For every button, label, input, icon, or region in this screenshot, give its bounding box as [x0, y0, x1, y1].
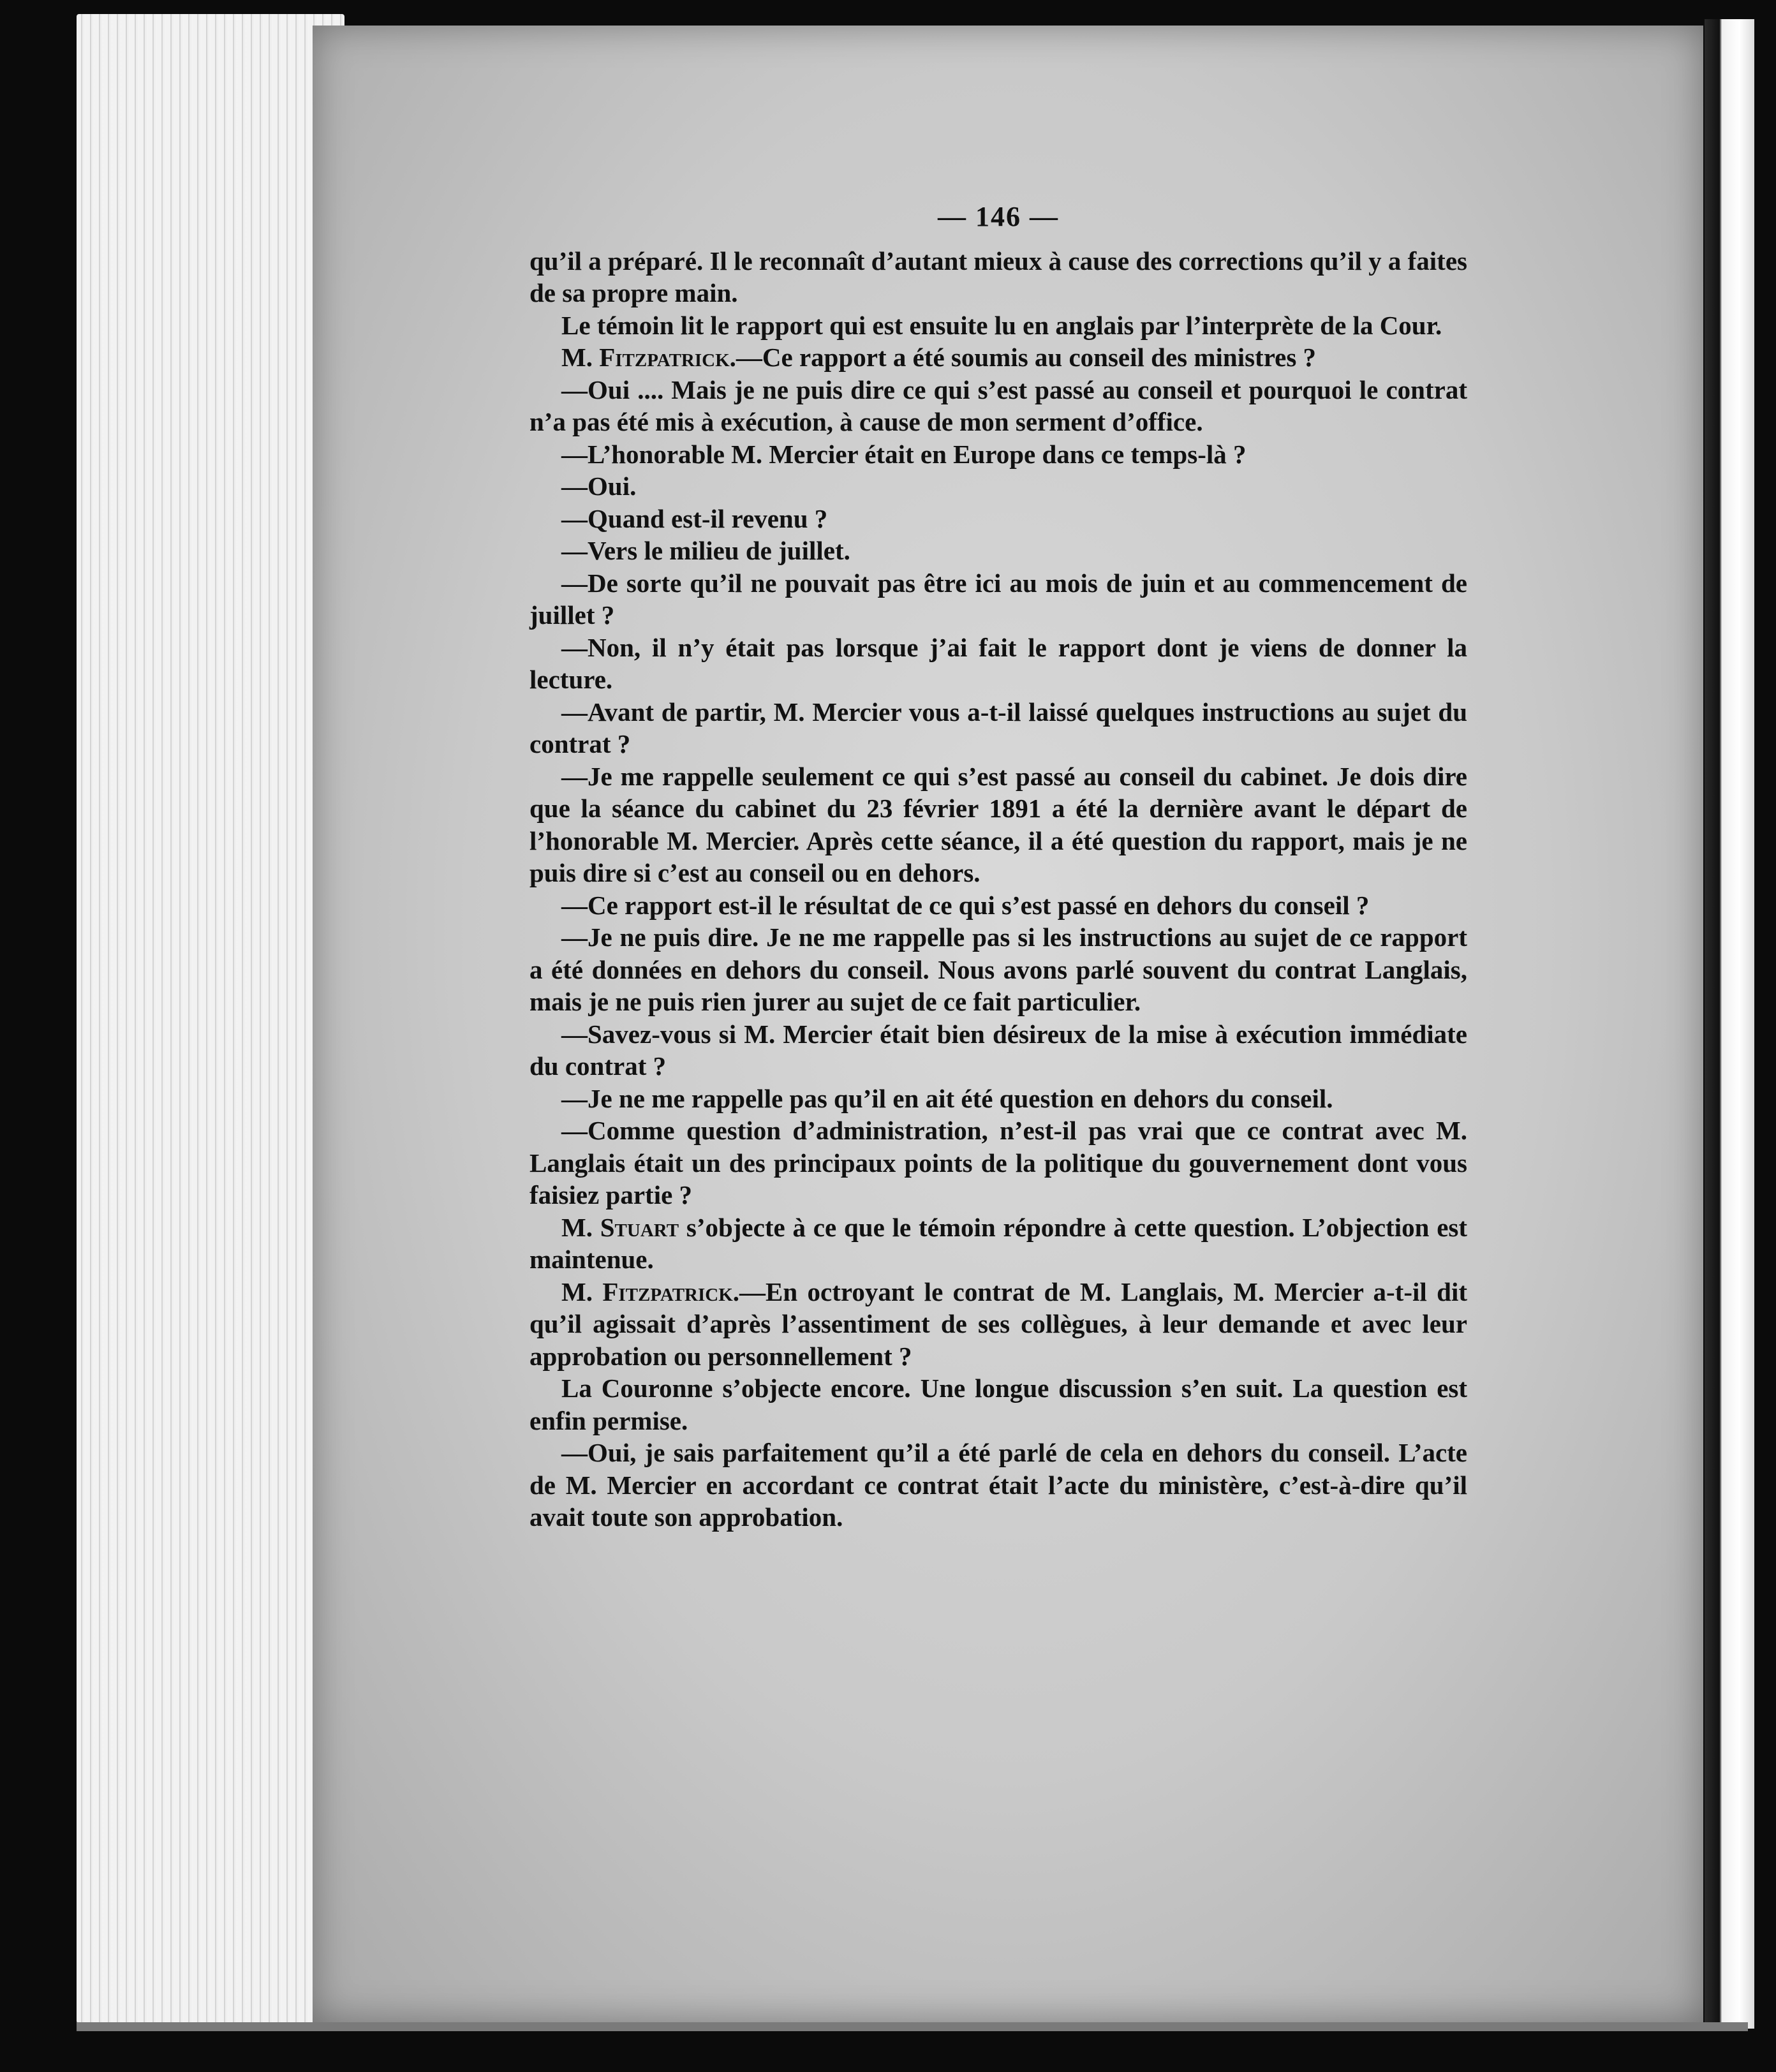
- paragraph: —Ce rapport est-il le résultat de ce qui s’est passé en dehors du conseil ?: [561, 890, 1370, 920]
- paragraph: qu’il a préparé. Il le reconnaît d’autant mieux à cause des corrections qu’il y a faites de sa propre main.: [529, 246, 1467, 307]
- paragraph: —Oui.: [561, 471, 637, 501]
- paragraph: —Je me rappelle seulement ce qui s’est passé au conseil du cabinet. Je dois dire que la séance du cabinet du 23 février 1891 a été la dernière avant le départ de l’honorable M. Mercier. Après cette séance, il a été question du rapport, mais je ne puis dire si c’est au conseil ou en dehors.: [529, 761, 1467, 887]
- paragraph: —L’honorable M. Mercier était en Europe dans ce temps-là ?: [561, 439, 1247, 469]
- paragraph: —Savez-vous si M. Mercier était bien désireux de la mise à exécution immédiate du contrat ?: [529, 1019, 1467, 1081]
- paragraph: —Avant de partir, M. Mercier vous a-t-il laissé quelques instructions au sujet du contrat ?: [529, 697, 1467, 759]
- paragraph: —Vers le milieu de juillet.: [561, 536, 850, 565]
- facing-page-edge: [1705, 19, 1754, 2029]
- paragraph: —Non, il n’y était pas lorsque j’ai fait le rapport dont je viens de donner la lecture.: [529, 632, 1467, 694]
- paragraph: —Comme question d’administration, n’est-il pas vrai que ce contrat avec M. Langlais était un des principaux points de la politique du gouvernement dont vous faisiez partie ?: [529, 1116, 1467, 1210]
- page-number: — 146 —: [938, 201, 1059, 232]
- speaker-name: M. Fitzpatrick.: [561, 1276, 740, 1306]
- paragraph: M. Stuart s’objecte à ce que le témoin répondre à cette question. L’objection est maintenue.: [529, 1212, 1468, 1274]
- page-text-block: [529, 201, 1467, 1534]
- paragraph: —Oui .... Mais je ne puis dire ce qui s’est passé au conseil et pourquoi le contrat n’a pas été mis à exécution, à cause de mon serment d’office.: [529, 374, 1467, 436]
- speaker-name: M. Stuart: [561, 1212, 679, 1242]
- paragraph: —Oui, je sais parfaitement qu’il a été parlé de cela en dehors du conseil. L’acte de M. Mercier en accordant ce contrat était l’acte du ministère, c’est-à-dire qu’il avait toute son approbation.: [529, 1438, 1467, 1532]
- bottom-shadow: [77, 2022, 1748, 2031]
- speaker-name: M. Fitzpatrick.: [561, 343, 736, 372]
- paragraph: —Je ne me rappelle pas qu’il en ait été question en dehors du conseil.: [561, 1083, 1333, 1113]
- paragraph: M. Fitzpatrick.—Ce rapport a été soumis au conseil des ministres ?: [561, 343, 1317, 372]
- paragraph: M. Fitzpatrick.—En octroyant le contrat de M. Langlais, M. Mercier a-t-il dit qu’il agissait d’après l’assentiment de ses collègues, à leur demande et avec leur approbation ou personnellement ?: [529, 1276, 1467, 1371]
- paragraph: —De sorte qu’il ne pouvait pas être ici au mois de juin et au commencement de juillet ?: [529, 568, 1467, 630]
- paragraph: —Je ne puis dire. Je ne me rappelle pas si les instructions au sujet de ce rapport a été données en dehors du conseil. Nous avons parlé souvent du contrat Langlais, mais je ne puis rien jurer au sujet de ce fait particulier.: [529, 922, 1467, 1016]
- paragraph: —Quand est-il revenu ?: [561, 503, 828, 533]
- page-stack-edges: [77, 14, 344, 2024]
- paragraph: Le témoin lit le rapport qui est ensuite lu en anglais par l’interprète de la Cour.: [561, 310, 1442, 340]
- paragraph: La Couronne s’objecte encore. Une longue discussion s’en suit. La question est enfin permise.: [529, 1373, 1467, 1435]
